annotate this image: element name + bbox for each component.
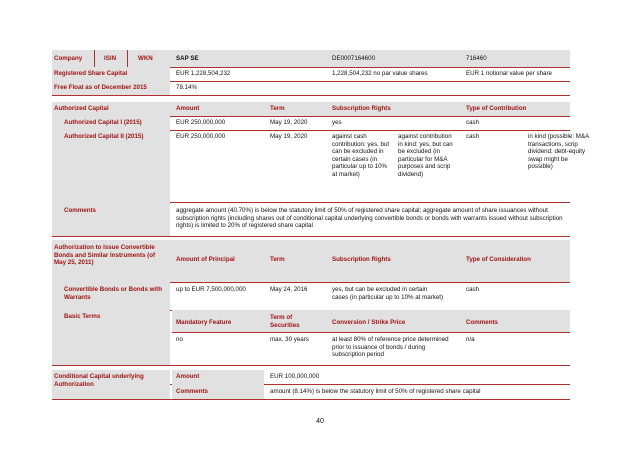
- bonds-authorization-label: Authorization to Issue Convertible Bonds and Similar Instruments (of May 25, 2011): [54, 244, 156, 267]
- conditional-capital-label: Conditional Capital underlying Authorization: [54, 373, 144, 388]
- authorized-capital-1-label: Authorized Capital I (2015): [64, 119, 142, 126]
- basic-terms-values-row: [52, 332, 570, 366]
- convertible-bonds-row: [52, 282, 570, 311]
- wkn-value: 716460: [466, 55, 487, 62]
- col-amount-principal: Amount of Principal: [176, 256, 235, 263]
- authorized-capital-1-type: cash: [466, 119, 480, 126]
- basic-terms-header: [52, 310, 570, 332]
- authorized-capital-comments-label: Comments: [64, 207, 96, 214]
- free-float-row: [52, 81, 570, 96]
- convertible-bonds-principal: up to EUR 7,500,000,000: [176, 286, 246, 293]
- conditional-capital-amount-label: Amount: [176, 373, 200, 380]
- isin-label: ISIN: [104, 55, 117, 62]
- registered-capital-label: Registered Share Capital: [54, 70, 128, 77]
- authorized-capital-2-rights-cash: against cash contribution: yes, but can be excluded in certain cases (in particular up to 10% at market): [332, 133, 390, 178]
- authorized-capital-1-rights: yes: [332, 119, 342, 126]
- authorized-capital-2-term: May 19, 2020: [270, 133, 308, 140]
- registered-capital-shares: 1,228,504,232 no par value shares: [332, 70, 428, 77]
- authorized-capital-comments-text: aggregate amount (40.70%) is below the statutory limit of 50% of registered share capital; aggregate amount of share issuances without subscription rights (including shares out of conditional capital underlying convertible bonds or bonds with warrants issued without subscription rights) is limited to 20% of registered share capital: [176, 207, 563, 230]
- wkn-label: WKN: [138, 55, 153, 62]
- company-label: Company: [54, 55, 83, 62]
- conditional-capital-comments-row: [52, 384, 570, 400]
- conditional-capital-amount-row: [52, 370, 570, 388]
- authorized-capital-header: [52, 102, 570, 117]
- col-type-contribution: Type of Contribution: [466, 105, 527, 112]
- conversion-price-value: at least 80% of reference price determined prior to issuance of bonds / during subscription period: [332, 336, 449, 359]
- authorized-capital-label: Authorized Capital: [54, 105, 109, 112]
- basic-terms-label: Basic Terms: [64, 313, 101, 320]
- registered-capital-notional: EUR 1 notional value per share: [466, 70, 552, 77]
- authorized-capital-2-type-kind: in kind (possible: M&A transactions, scrip dividend; debt-equity swap might be possible): [528, 133, 589, 171]
- authorized-capital-2-label: Authorized Capital II (2015): [64, 133, 144, 140]
- authorized-capital-1-amount: EUR 250,000,000: [176, 119, 226, 126]
- page-number: 40: [316, 418, 324, 425]
- registered-capital-amount: EUR 1,228,504,232: [176, 70, 231, 77]
- authorized-capital-comments-row: [52, 202, 570, 237]
- authorized-capital-1-row: [52, 116, 570, 131]
- col-type-consideration: Type of Consideration: [466, 256, 531, 263]
- col-term-securities: Term of Securities: [270, 314, 300, 329]
- col-bonds-subscription-rights: Subscription Rights: [332, 256, 391, 263]
- company-name: SAP SE: [176, 55, 199, 62]
- authorized-capital-2-amount: EUR 250,000,000: [176, 133, 226, 140]
- mandatory-feature-value: no: [176, 336, 183, 343]
- free-float-value: 78.14%: [176, 84, 197, 91]
- col-bonds-term: Term: [270, 256, 285, 263]
- isin-value: DE0007164600: [332, 55, 376, 62]
- authorized-capital-1-term: May 19, 2020: [270, 119, 308, 126]
- term-securities-value: max. 30 years: [270, 336, 309, 343]
- col-term: Term: [270, 105, 285, 112]
- col-amount: Amount: [176, 105, 200, 112]
- bonds-authorization-header: [52, 240, 570, 283]
- convertible-bonds-label: Convertible Bonds or Bonds with Warrants: [64, 286, 162, 301]
- convertible-bonds-term: May 24, 2016: [270, 286, 308, 293]
- col-conversion-price: Conversion / Strike Price: [332, 319, 406, 326]
- conditional-capital-amount: EUR 100,000,000: [270, 373, 320, 380]
- basic-comments-value: n/a: [466, 336, 475, 343]
- convertible-bonds-rights: yes, but can be excluded in certain cases (in particular up to 10% at market): [332, 286, 444, 301]
- conditional-capital-comments-label: Comments: [176, 388, 208, 395]
- col-mandatory-feature: Mandatory Feature: [176, 319, 232, 326]
- convertible-bonds-consideration: cash: [466, 286, 480, 293]
- authorized-capital-2-type-cash: cash: [466, 133, 480, 140]
- header-row: [52, 50, 570, 68]
- authorized-capital-2-row: [52, 130, 589, 203]
- col-subscription-rights: Subscription Rights: [332, 105, 391, 112]
- authorized-capital-2-rights-kind: against contribution in kind: yes, but can be excluded (in particular for M&A purposes and scrip dividend): [398, 133, 453, 178]
- registered-capital-row: [52, 67, 570, 82]
- col-basic-comments: Comments: [466, 319, 498, 326]
- conditional-capital-comments: amount (8.14%) is below the statutory limit of 50% of registered share capital: [270, 388, 481, 395]
- free-float-label: Free Float as of December 2015: [54, 84, 147, 91]
